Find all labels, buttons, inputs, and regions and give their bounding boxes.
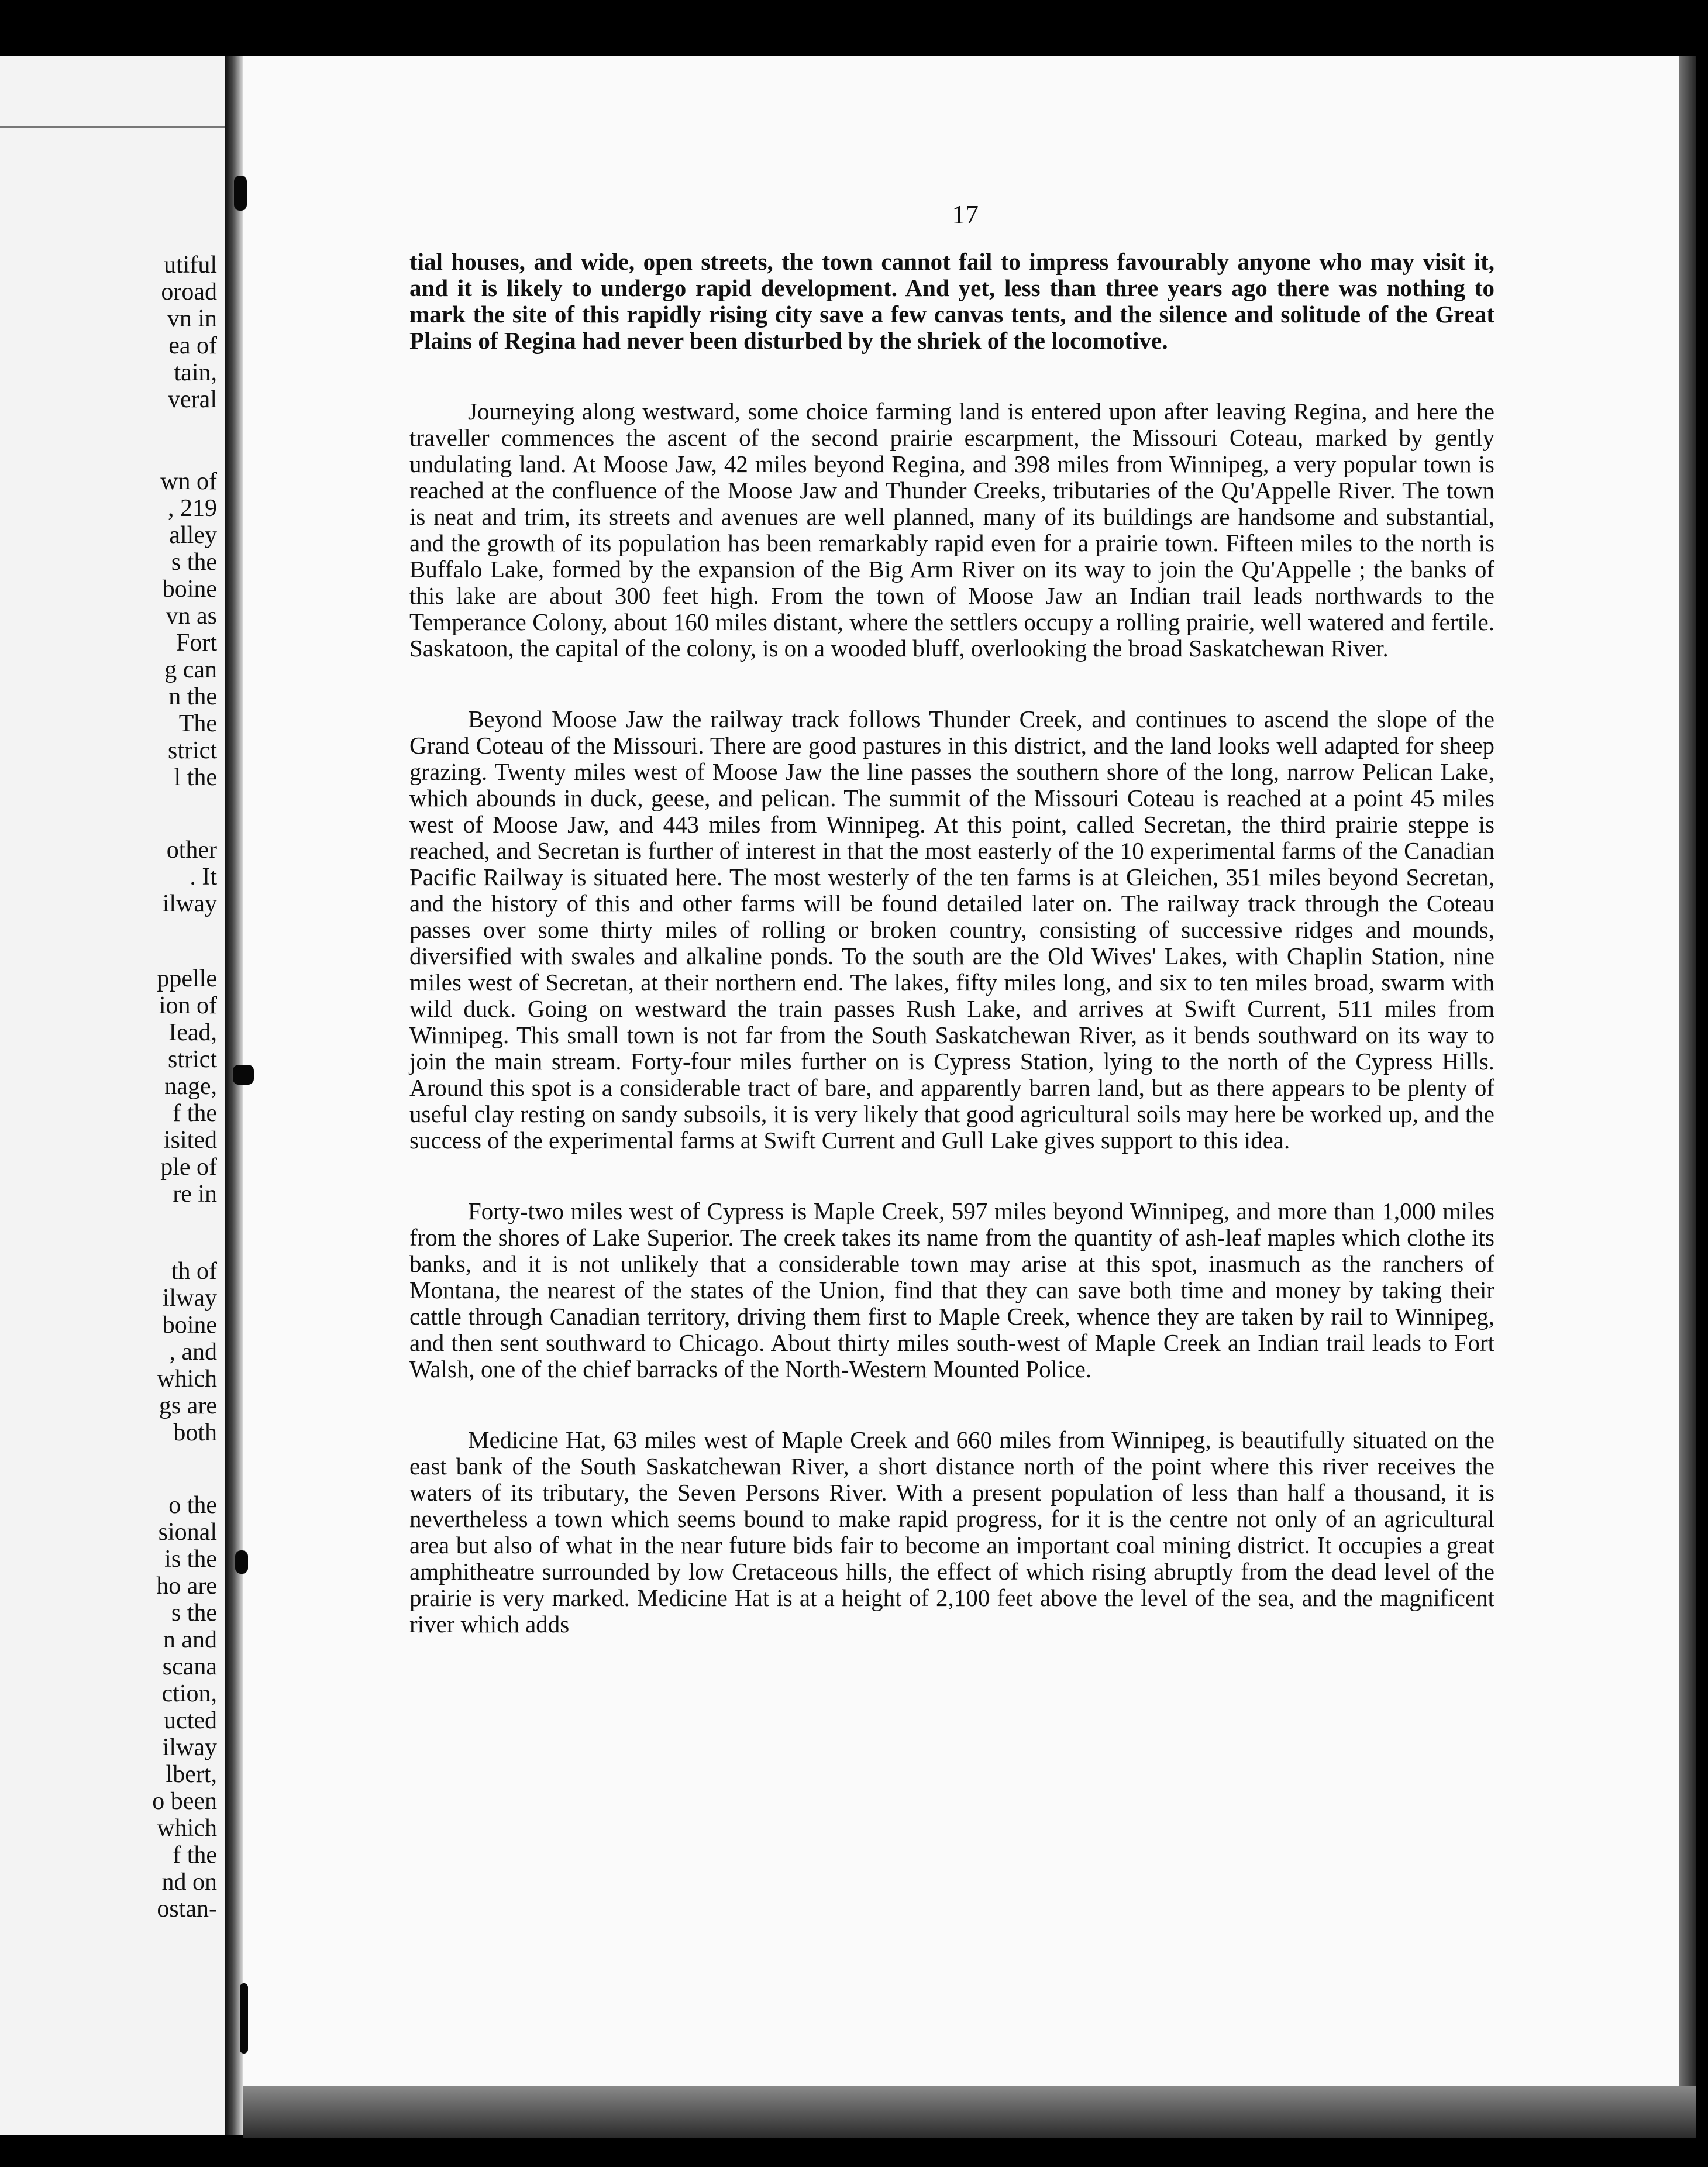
left-page-fragment: other bbox=[166, 837, 217, 864]
bottom-page-edge-shadow bbox=[243, 2086, 1696, 2138]
left-page-fragment: ppelle bbox=[157, 965, 217, 992]
left-page-fragment: ple of bbox=[160, 1154, 217, 1181]
left-page-fragment: nd on bbox=[161, 1869, 217, 1896]
left-page-fragment: vn as bbox=[166, 603, 217, 630]
left-page-fragment: l the bbox=[174, 764, 217, 791]
left-page-fragment: Iead, bbox=[168, 1019, 217, 1046]
paragraph: Journeying along westward, some choice farming land is entered upon after leaving Regina, and here the traveller commences the ascent of the second prairie escarpment, the Missouri Coteau, marked by gently undulating land. At Moose Jaw, 42 miles beyond Regina, and 398 miles from Winnipeg, a very popular town is reached at the confluence of the Moose Jaw and Thunder Creeks, tributaries of the Qu'Appelle River. The town is neat and trim, its streets and avenues are well planned, many of its buildings are handsome and substantial, and the growth of its population has been remarkably rapid even for a prairie town. Fifteen miles to the north is Buffalo Lake, formed by the expansion of the Big Arm River on its way to join the Qu'Appelle ; the banks of this lake are about 300 feet high. From the town of Moose Jaw an Indian trail leads northwards to the Temperance Colony, about 160 miles distant, where the settlers occupy a rolling prairie, well watered and fertile. Saskatoon, the capital of the colony, is on a wooded bluff, overlooking the broad Saskatchewan River. bbox=[409, 398, 1494, 662]
left-page-fragment: ea of bbox=[168, 332, 217, 359]
left-page-fragment: utiful bbox=[164, 252, 217, 278]
left-page-fragment: oroad bbox=[161, 278, 217, 305]
paragraph: Beyond Moose Jaw the railway track follows Thunder Creek, and continues to ascend the slope of the Grand Coteau of the Missouri. There are good pastures in this district, and the land looks well adapted for sheep grazing. Twenty miles west of Moose Jaw the line passes the southern shore of the long, narrow Pelican Lake, which abounds in duck, geese, and pelican. The summit of the Missouri Coteau is reached at a point 45 miles west of Moose Jaw, and 443 miles from Winnipeg. At this point, called Secretan, the third prairie steppe is reached, and Secretan is further of interest in that the most easterly of the 10 experimental farms of the Canadian Pacific Railway is situated here. The most westerly of the ten farms is at Gleichen, 351 miles beyond Secretan, and the history of this and other farms will be found detailed later on. The railway track through the Coteau passes over some thirty miles of rolling or broken country, consisting of successive ridges and mounds, diversified with swales and alkaline ponds. To the south are the Old Wives' Lakes, with Chaplin Station, nine miles west of Secretan, at their northern end. The lakes, fifty miles long, and six to ten miles broad, swarm with wild duck. Going on westward the train passes Rush Lake, and arrives at Swift Current, 511 miles from Winnipeg. This small town is not far from the South Saskatchewan River, as it bends southward on its way to join the main stream. Forty-four miles further on is Cypress Station, lying to the north of the Cypress Hills. Around this spot is a considerable tract of bare, and apparently barren land, but as there appears to be plenty of useful clay resting on sandy subsoils, it is very likely that good agricultural soils may here be worked up, and the success of the experimental farms at Swift Current and Gull Lake gives support to this idea. bbox=[409, 706, 1494, 1154]
left-page-fragment: ilway bbox=[162, 1734, 217, 1761]
left-page-fragment: which bbox=[157, 1365, 217, 1392]
left-page-fragment: nage, bbox=[164, 1073, 217, 1100]
binding-mark bbox=[233, 1065, 254, 1085]
left-page-fragment: is the bbox=[164, 1546, 217, 1573]
left-page-fragment: alley bbox=[169, 522, 217, 549]
left-page-fragment: f the bbox=[173, 1100, 217, 1127]
left-page-fragment: strict bbox=[168, 1046, 217, 1073]
left-page-fragment: boine bbox=[162, 576, 217, 603]
left-page-fragment: ilway bbox=[162, 1285, 217, 1312]
left-page-fragment: s the bbox=[171, 1600, 217, 1626]
left-page-fragment: sional bbox=[158, 1519, 217, 1546]
left-page-fragment: The bbox=[178, 710, 217, 737]
left-page-fragment: , 219 bbox=[168, 495, 217, 522]
left-page-fragment: wn of bbox=[160, 468, 217, 495]
left-page-fragment: vn in bbox=[167, 305, 217, 332]
left-page-fragment: o the bbox=[168, 1492, 217, 1519]
left-page-fragment: strict bbox=[168, 737, 217, 764]
binding-mark bbox=[235, 1550, 248, 1574]
paragraph: tial houses, and wide, open streets, the town cannot fail to impress favourably anyone who may visit it, and it is likely to undergo rapid development. And yet, less than three years ago there was nothing to mark the site of this rapidly rising city save a few canvas tents, and the silence and solitude of the Great Plains of Regina had never been disturbed by the shriek of the locomotive. bbox=[409, 248, 1494, 354]
left-page-fragment: n and bbox=[163, 1626, 217, 1653]
binding-mark bbox=[234, 176, 247, 211]
paragraph: Medicine Hat, 63 miles west of Maple Creek and 660 miles from Winnipeg, is beautifully situated on the east bank of the South Saskatchewan River, a short distance north of the point where this river receives the waters of its tributary, the Seven Persons River. With a present population of less than half a thousand, it is nevertheless a town which seems bound to make rapid progress, for it is the centre not only of an agricultural area but also of what in the near future bids fair to become an important coal mining district. It occupies a great amphitheatre surrounded by low Cretaceous hills, the effect of which rising abruptly from the dead level of the prairie is very marked. Medicine Hat is at a height of 2,100 feet above the level of the sea, and the magnificent river which adds bbox=[409, 1426, 1494, 1638]
left-page-fragment: gs are bbox=[159, 1392, 217, 1419]
left-page-fragment: th of bbox=[171, 1258, 217, 1285]
left-page-fragment: which bbox=[157, 1815, 217, 1842]
left-page-fragment: scana bbox=[162, 1653, 217, 1680]
left-page-fragment: s the bbox=[171, 549, 217, 576]
left-page-fragment: f the bbox=[173, 1842, 217, 1869]
left-page-fragment: both bbox=[173, 1419, 217, 1446]
left-page-fragment: Fort bbox=[175, 630, 217, 656]
left-page-fragment: tain, bbox=[174, 359, 217, 386]
left-page-fragment: ilway bbox=[162, 890, 217, 917]
left-page-fragment: g can bbox=[164, 656, 217, 683]
paragraph: Forty-two miles west of Cypress is Maple Creek, 597 miles beyond Winnipeg, and more than 1,000 miles from the shores of Lake Superior. The creek takes its name from the quantity of ash-leaf maples which clothe its banks, and it is not unlikely that a considerable town may arise at this spot, inasmuch as the ranchers of Montana, the nearest of the states of the Union, find that they can save both time and money by taking their cattle through Canadian territory, driving them first to Maple Creek, whence they are taken by rail to Winnipeg, and then sent southward to Chicago. About thirty miles south-west of Maple Creek an Indian trail leads to Fort Walsh, one of the chief barracks of the North-Western Mounted Police. bbox=[409, 1198, 1494, 1382]
left-page-fragment: o been bbox=[152, 1788, 217, 1815]
left-page-fragment: ostan- bbox=[157, 1896, 217, 1922]
left-page-fragment: lbert, bbox=[166, 1761, 217, 1788]
binding-mark bbox=[240, 1983, 248, 2054]
left-page-fragment: veral bbox=[168, 386, 217, 413]
page-number: 17 bbox=[952, 199, 979, 229]
left-page-fragment: isited bbox=[164, 1127, 217, 1154]
body-text bbox=[409, 249, 1494, 1682]
left-page-fragment: n the bbox=[168, 683, 217, 710]
right-page-edge-shadow bbox=[1679, 56, 1696, 2138]
book-gutter bbox=[225, 56, 243, 2135]
left-page-edge bbox=[0, 126, 225, 128]
left-page-fragment: ion of bbox=[159, 992, 217, 1019]
left-page-fragment: ucted bbox=[164, 1707, 217, 1734]
left-page-fragment: re in bbox=[173, 1181, 217, 1208]
left-page-fragment: ction, bbox=[161, 1680, 217, 1707]
left-page-fragment: , and bbox=[169, 1339, 217, 1365]
left-page-fragment: boine bbox=[162, 1312, 217, 1339]
left-page-fragment: . It bbox=[190, 864, 217, 890]
left-page bbox=[0, 56, 225, 2135]
left-page-fragment: ho are bbox=[156, 1573, 217, 1600]
